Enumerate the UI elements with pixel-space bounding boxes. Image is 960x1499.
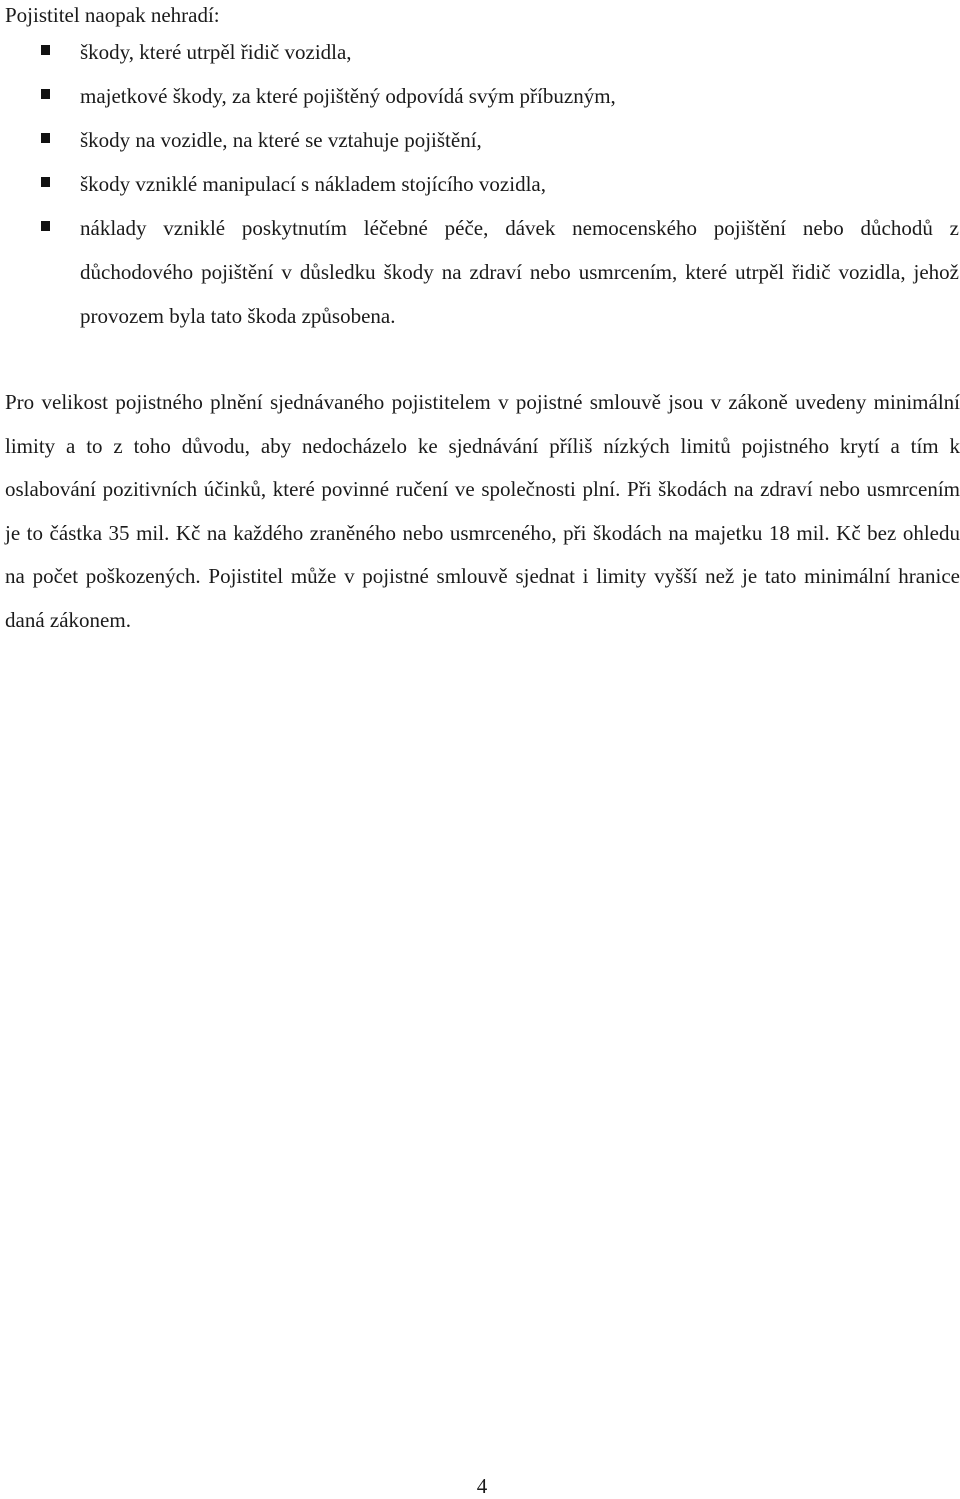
intro-text: Pojistitel naopak nehradí: (5, 3, 220, 27)
list-item (0, 118, 960, 162)
list-item-text: náklady vzniklé poskytnutím léčebné péče, dávek nemocenského pojištění nebo důchodů z důchodového pojištění v důsledku škody na zdraví nebo usmrcením, které utrpěl řidič vozidla, jehož provozem byla tato škoda způsobena. (80, 216, 959, 328)
square-bullet-icon (41, 177, 50, 187)
list-item (0, 74, 960, 118)
body-paragraph: Pro velikost pojistného plnění sjednávaného pojistitelem v pojistné smlouvě jsou v zákoně uvedeny minimální limity a to z toho důvodu, aby nedocházelo ke sjednávání příliš nízkých limitů pojistného krytí a tím k oslabování pozitivních účinků, které povinné ručení ve společnosti plní. Při škodách na zdraví nebo usmrcením je to částka 35 mil. Kč na každého zraněného nebo usmrceného, při škodách na majetku 18 mil. Kč bez ohledu na počet poškozených. Pojistitel může v pojistné smlouvě sjednat i limity vyšší než je tato minimální hranice daná zákonem. (5, 390, 960, 632)
page-number: 4 (476, 1474, 488, 1498)
list-item-text: škody, které utrpěl řidič vozidla, (80, 40, 352, 64)
square-bullet-icon (41, 89, 50, 99)
list-item-text: škody na vozidle, na které se vztahuje pojištění, (80, 128, 482, 152)
list-item (0, 206, 960, 338)
exclusions-list (0, 30, 960, 338)
list-item (0, 30, 960, 74)
square-bullet-icon (41, 133, 50, 143)
list-item (0, 162, 960, 206)
square-bullet-icon (41, 45, 50, 55)
list-item-text: majetkové škody, za které pojištěný odpovídá svým příbuzným, (80, 84, 616, 108)
square-bullet-icon (41, 221, 50, 231)
list-item-text: škody vzniklé manipulací s nákladem stojícího vozidla, (80, 172, 546, 196)
